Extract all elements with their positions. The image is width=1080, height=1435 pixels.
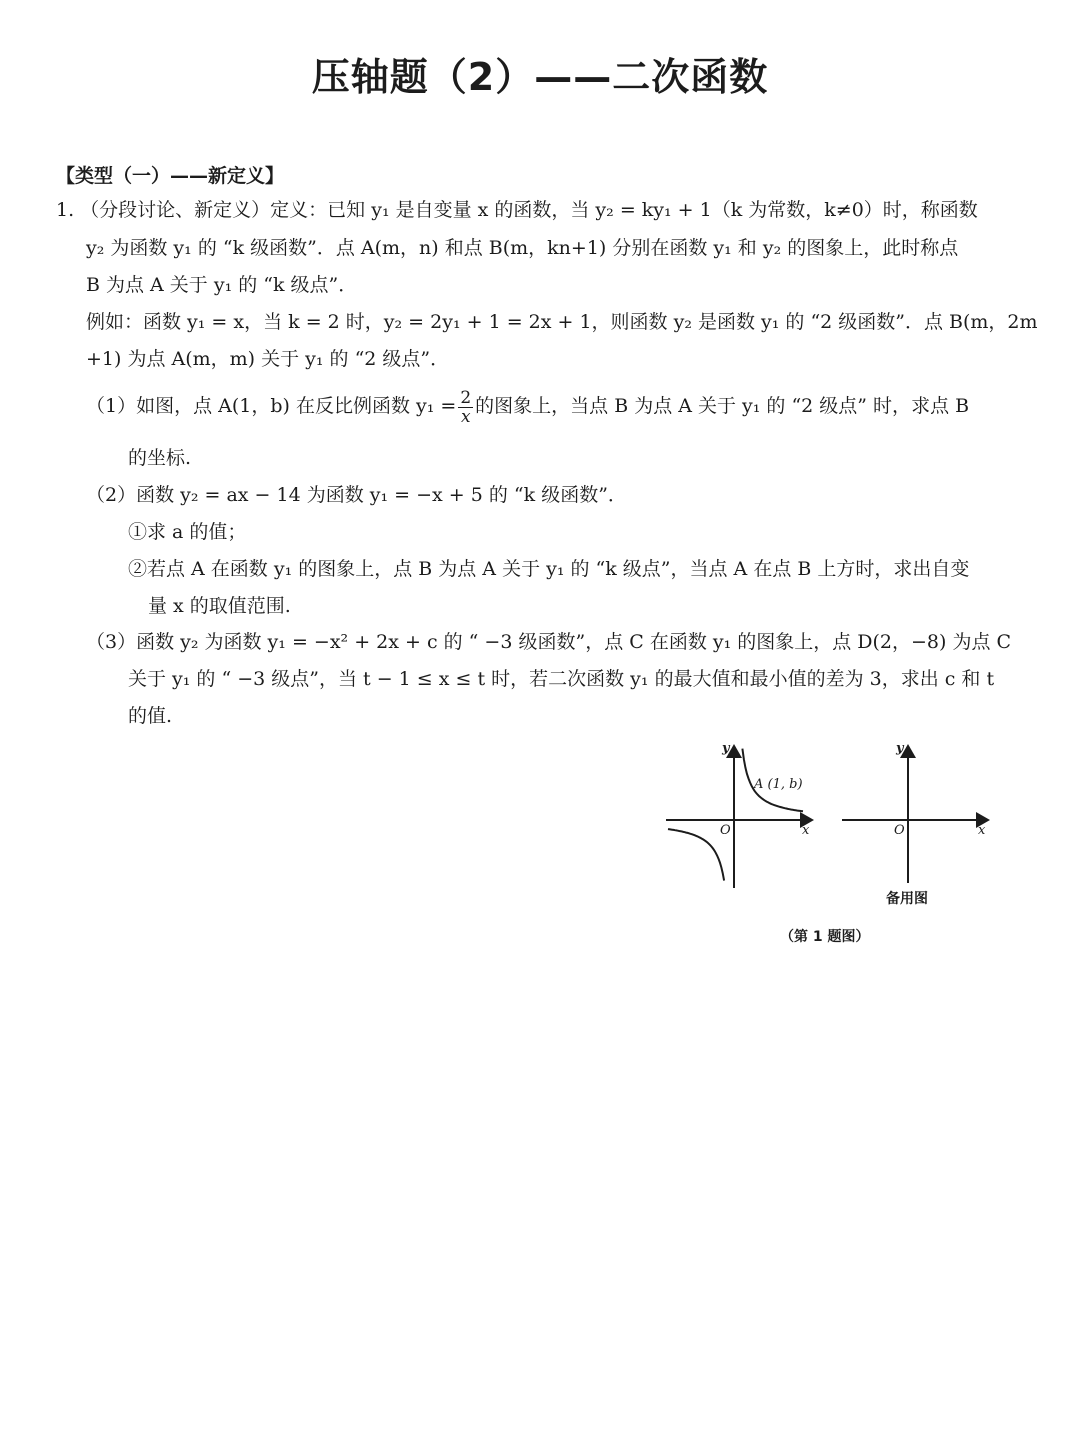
page-title: 压轴题（2）——二次函数 [311, 55, 769, 99]
x-axis-label: x [802, 823, 810, 838]
y-axis-label: y [722, 741, 730, 756]
part2-sub2-cont: 量 x 的取值范围. [148, 595, 291, 617]
figure-caption: （第 1 题图） [780, 929, 870, 945]
fraction-denominator: x [460, 406, 471, 427]
origin-label: O [894, 823, 905, 838]
part1-text-start: （1）如图，点 A(1，b) 在反比例函数 y₁ = [86, 395, 457, 417]
part1-line2: 的坐标. [128, 447, 192, 469]
graph-hyperbola [660, 738, 820, 898]
part3-line: 的值. [128, 705, 173, 727]
graph-spare [838, 738, 998, 898]
spare-graph-caption: 备用图 [886, 891, 928, 907]
part1-line [86, 386, 969, 426]
origin-label: O [720, 823, 731, 838]
part3-line: 关于 y₁ 的 “ −3 级点”，当 t − 1 ≤ x ≤ t 时，若二次函数 y₁ 的最大值和最小值的差为 3，求出 c 和 t [128, 668, 995, 690]
example-line: +1) 为点 A(m，m) 关于 y₁ 的 “2 级点”． [86, 348, 450, 370]
y-axis-label: y [896, 741, 904, 756]
example-line: 例如：函数 y₁ = x，当 k = 2 时，y₂ = 2y₁ + 1 = 2x + 1，则函数 y₂ 是函数 y₁ 的 “2 级函数”．点 B(m，2m [86, 311, 1038, 333]
intro-line: y₂ 为函数 y₁ 的 “k 级函数”．点 A(m，n) 和点 B(m，kn+1) 分别在函数 y₁ 和 y₂ 的图象上，此时称点 [86, 237, 959, 259]
fraction-numerator: 2 [460, 387, 472, 408]
intro-line: 1. （分段讨论、新定义）定义：已知 y₁ 是自变量 x 的函数，当 y₂ = ky₁ + 1（k 为常数，k≠0）时，称函数 [56, 199, 978, 221]
intro-line: B 为点 A 关于 y₁ 的 “k 级点”． [86, 274, 358, 296]
x-axis-label: x [978, 823, 986, 838]
section-heading: 【类型（一）——新定义】 [56, 165, 285, 187]
part2-sub1: ①求 a 的值； [128, 521, 247, 543]
part1-text-end: 的图象上，当点 B 为点 A 关于 y₁ 的 “2 级点” 时，求点 B [475, 395, 970, 417]
part2-sub2: ②若点 A 在函数 y₁ 的图象上，点 B 为点 A 关于 y₁ 的 “k 级点”，当点 A 在点 B 上方时，求出自变 [128, 558, 970, 580]
curve-quadrant-3 [668, 829, 724, 881]
part3-line: （3）函数 y₂ 为函数 y₁ = −x² + 2x + c 的 “ −3 级函数”，点 C 在函数 y₁ 的图象上，点 D(2，−8) 为点 C [86, 631, 1012, 653]
part2-line: （2）函数 y₂ = ax − 14 为函数 y₁ = −x + 5 的 “k 级函数”． [86, 484, 627, 506]
point-a-label: A (1, b) [754, 777, 803, 792]
fraction-2-over-x [458, 389, 473, 426]
